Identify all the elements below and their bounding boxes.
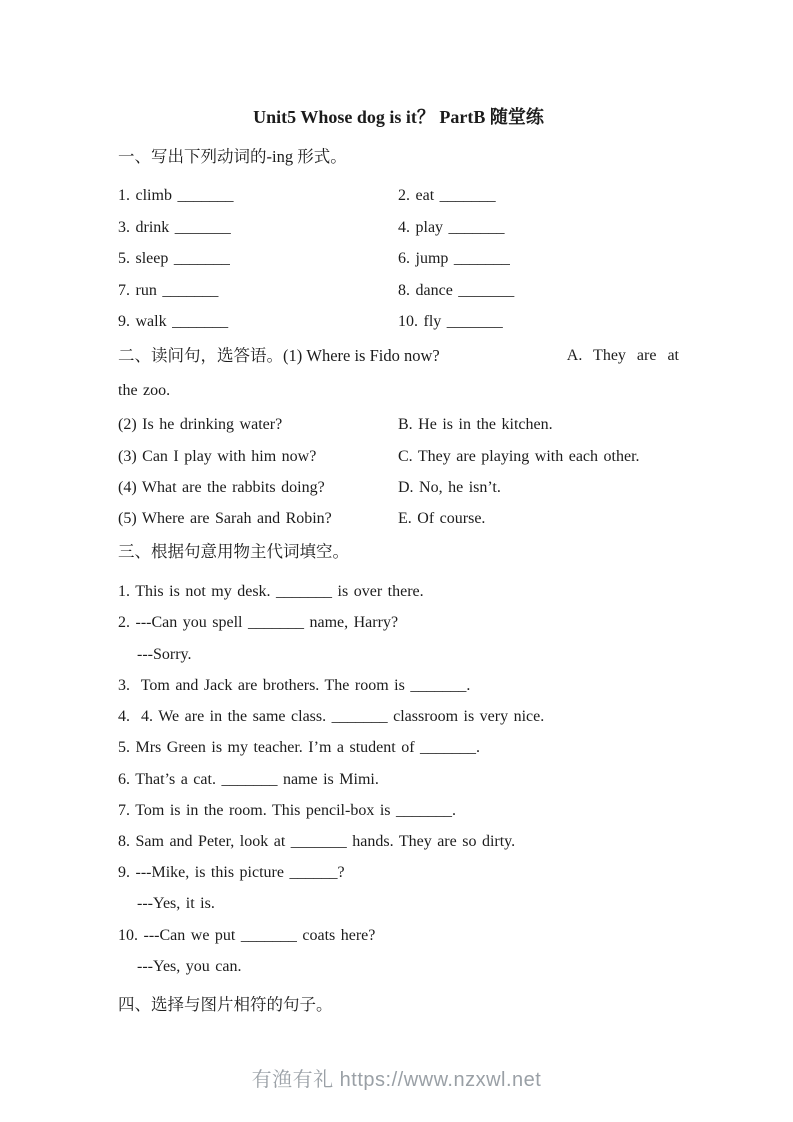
answer-d: D. No, he isn’t. [398, 479, 501, 497]
answer-c: C. They are playing with each other. [398, 447, 640, 465]
verb-item-9: 9. walk _______ [118, 313, 229, 331]
section1-heading: 一、写出下列动词的-ing 形式。 [118, 147, 347, 166]
verb-item-3: 3. drink _______ [118, 218, 231, 236]
answer-a-line1: A. They are at [566, 347, 679, 365]
fill-item-7: 7. Tom is in the room. This pencil-box is _______. [118, 801, 456, 819]
fill-item-9-reply: ---Yes, it is. [137, 895, 215, 913]
fill-item-8: 8. Sam and Peter, look at _______ hands. They are so dirty. [118, 832, 516, 850]
fill-item-2-reply: ---Sorry. [137, 645, 192, 663]
question-4: (4) What are the rabbits doing? [118, 479, 325, 497]
verb-item-1: 1. climb _______ [118, 187, 234, 205]
fill-item-3: 3. Tom and Jack are brothers. The room is _______. [118, 676, 471, 694]
section2-match-grid [118, 409, 679, 535]
section4-heading: 四、选择与图片相符的句子。 [118, 994, 333, 1014]
verb-item-6: 6. jump _______ [398, 250, 510, 268]
watermark-footer: 有渔有礼 https://www.nzxwl.net [251, 1069, 542, 1091]
section3-heading: 三、根据句意用物主代词填空。 [118, 541, 349, 561]
section3-fill-in-list [118, 576, 679, 982]
fill-item-9: 9. ---Mike, is this picture ______? [118, 864, 345, 882]
section2-heading-row [118, 340, 679, 371]
question-5: (5) Where are Sarah and Robin? [118, 510, 332, 528]
fill-item-5: 5. Mrs Green is my teacher. I’m a student of _______. [118, 739, 481, 757]
verb-item-7: 7. run _______ [118, 281, 219, 299]
worksheet-content [118, 0, 679, 1020]
section2-heading-and-question-1: 二、读问句，选答语。(1) Where is Fido now? [118, 346, 440, 366]
answer-b: B. He is in the kitchen. [398, 416, 553, 434]
section1-verb-grid [118, 180, 679, 337]
fill-item-10: 10. ---Can we put _______ coats here? [118, 926, 376, 944]
page-title: Unit5 Whose dog is it？ PartB 随堂练 [253, 107, 544, 127]
fill-item-2: 2. ---Can you spell _______ name, Harry? [118, 614, 399, 632]
fill-item-10-reply: ---Yes, you can. [137, 957, 242, 975]
fill-item-4: 4. 4. We are in the same class. _______ classroom is very nice. [118, 708, 545, 726]
answer-e: E. Of course. [398, 510, 486, 528]
verb-item-8: 8. dance _______ [398, 281, 515, 299]
verb-item-5: 5. sleep _______ [118, 250, 230, 268]
fill-item-6: 6. That’s a cat. _______ name is Mimi. [118, 770, 379, 788]
answer-a-line2: the zoo. [118, 381, 171, 399]
verb-item-10: 10. fly _______ [398, 313, 503, 331]
verb-item-4: 4. play _______ [398, 218, 505, 236]
verb-item-2: 2. eat _______ [398, 187, 496, 205]
question-3: (3) Can I play with him now? [118, 447, 317, 465]
fill-item-1: 1. This is not my desk. _______ is over there. [118, 583, 424, 601]
question-2: (2) Is he drinking water? [118, 416, 283, 434]
